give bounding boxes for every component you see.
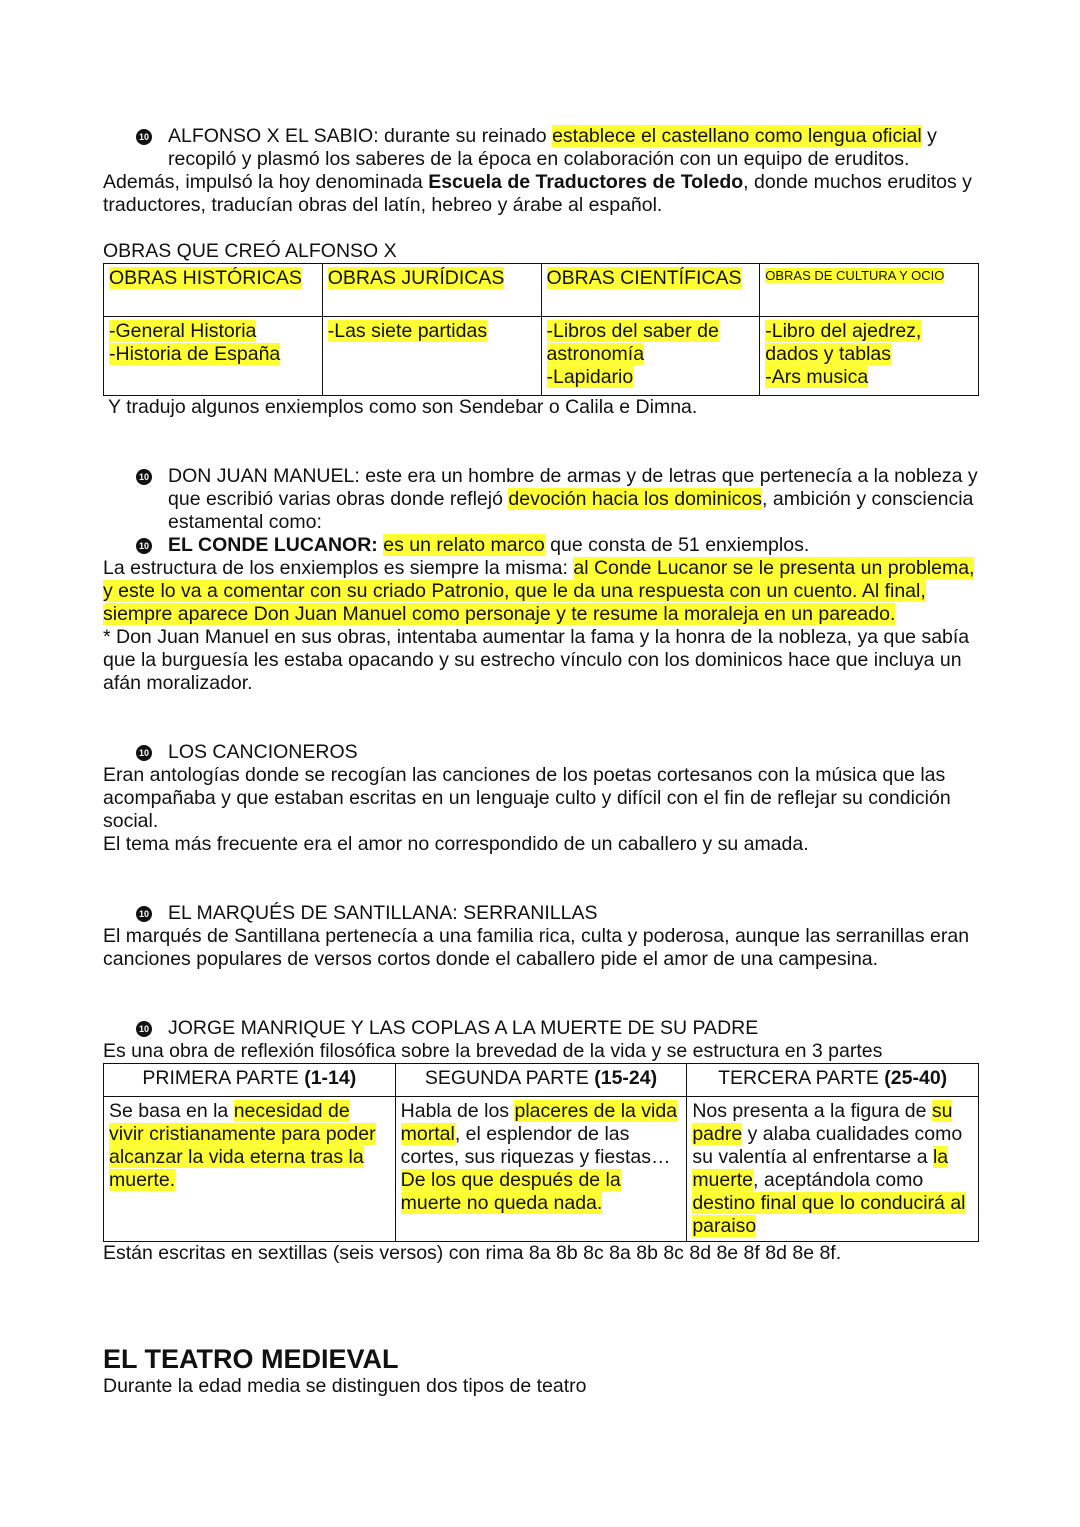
table-header: SEGUNDA PARTE (15-24): [395, 1064, 687, 1097]
teatro-p1: Durante la edad media se distinguen dos tipos de teatro: [103, 1375, 587, 1397]
obras-caption: OBRAS QUE CREÓ ALFONSO X: [103, 240, 397, 262]
conde-structure: La estructura de los enxiemplos es siempre la misma: al Conde Lucanor se le presenta un problema, y este lo va a comentar con su criado Patronio, que le da una respuesta con un cuento. Al final, siempre aparece Don Juan Manuel como personaje y te resume la moraleja en un pareado.: [103, 557, 975, 625]
obras-table: [103, 263, 979, 396]
manrique-bullet: 10 JORGE MANRIQUE Y LAS COPLAS A LA MUERTE DE SU PADRE: [103, 1017, 983, 1040]
table-cell: -Libro del ajedrez, dados y tablas -Ars musica: [760, 317, 979, 396]
conde-lucanor-bullet: 10 EL CONDE LUCANOR: es un relato marco que consta de 51 enxiemplos.: [103, 534, 983, 557]
bullet-icon: 10: [136, 1021, 152, 1037]
alfonso-paragraph: Además, impulsó la hoy denominada Escuela de Traductores de Toledo, donde muchos eruditos y traductores, traducían obras del latín, hebreo y árabe al español.: [103, 171, 972, 216]
cancioneros-bullet: 10 LOS CANCIONEROS: [103, 741, 983, 764]
table-header: OBRAS JURÍDICAS: [327, 267, 505, 289]
alfonso-highlight: establece el castellano como lengua oficial: [552, 125, 922, 147]
table-cell: Nos presenta a la figura de su padre y alaba cualidades como su valentía al enfrentarse a la muerte, aceptándola como destino final que lo conducirá al paraiso: [687, 1097, 979, 1242]
manrique-note: Están escritas en sextillas (seis versos) con rima 8a 8b 8c 8a 8b 8c 8d 8e 8f 8d 8e 8f.: [103, 1242, 842, 1264]
manrique-intro: Es una obra de reflexión filosófica sobre la brevedad de la vida y se estructura en 3 partes: [103, 1040, 883, 1062]
bullet-icon: 10: [136, 129, 152, 145]
obras-note: Y tradujo algunos enxiemplos como son Sendebar o Calila e Dimna.: [108, 396, 698, 418]
bullet-icon: 10: [136, 745, 152, 761]
table-row: [104, 264, 979, 317]
document-page: [103, 125, 983, 1398]
coplas-table: [103, 1063, 979, 1242]
table-cell: -Libros del saber de astronomía -Lapidario: [541, 317, 760, 396]
table-header: TERCERA PARTE (25-40): [687, 1064, 979, 1097]
table-header: PRIMERA PARTE (1-14): [104, 1064, 396, 1097]
santillana-bullet: 10 EL MARQUÉS DE SANTILLANA: SERRANILLAS: [103, 902, 983, 925]
bullet-icon: 10: [136, 906, 152, 922]
juan-manuel-note: * Don Juan Manuel en sus obras, intentaba aumentar la fama y la honra de la nobleza, ya que sabía que la burguesía les estaba opacando y su estrecho vínculo con los dominicos hace que incluya un afán moralizador.: [103, 626, 970, 694]
table-row: [104, 317, 979, 396]
santillana-p1: El marqués de Santillana pertenecía a una familia rica, culta y poderosa, aunque las serranillas eran canciones populares de versos cortos donde el caballero pide el amor de una campesina.: [103, 925, 970, 970]
table-header: OBRAS DE CULTURA Y OCIO: [765, 268, 945, 283]
alfonso-bullet: 10 ALFONSO X EL SABIO: durante su reinado establece el castellano como lengua oficial y recopiló y plasmó los saberes de la época en colaboración con un equipo de eruditos.: [103, 125, 983, 171]
table-row: [104, 1064, 979, 1097]
bullet-icon: 10: [136, 538, 152, 554]
teatro-heading: EL TEATRO MEDIEVAL: [103, 1344, 399, 1374]
cancioneros-p2: El tema más frecuente era el amor no correspondido de un caballero y su amada.: [103, 833, 809, 855]
bullet-icon: 10: [136, 469, 152, 485]
table-cell: Habla de los placeres de la vida mortal, el esplendor de las cortes, sus riquezas y fiestas… De los que después de la muerte no queda nada.: [395, 1097, 687, 1242]
table-cell: -General Historia -Historia de España: [104, 317, 323, 396]
juan-manuel-bullet: 10 DON JUAN MANUEL: este era un hombre de armas y de letras que pertenecía a la nobleza y que escribió varias obras donde reflejó devoción hacia los dominicos, ambición y consciencia estamental como:: [103, 465, 983, 534]
cancioneros-p1: Eran antologías donde se recogían las canciones de los poetas cortesanos con la música que las acompañaba y que estaban escritas en un lenguaje culto y difícil con el fin de reflejar su condición social.: [103, 764, 951, 832]
table-row: [104, 1097, 979, 1242]
table-cell: Se basa en la necesidad de vivir cristianamente para poder alcanzar la vida eterna tras la muerte.: [104, 1097, 396, 1242]
table-cell: -Las siete partidas: [322, 317, 541, 396]
alfonso-title: ALFONSO X EL SABIO: [168, 125, 374, 147]
table-header: OBRAS HISTÓRICAS: [109, 267, 302, 289]
table-header: OBRAS CIENTÍFICAS: [546, 267, 742, 289]
